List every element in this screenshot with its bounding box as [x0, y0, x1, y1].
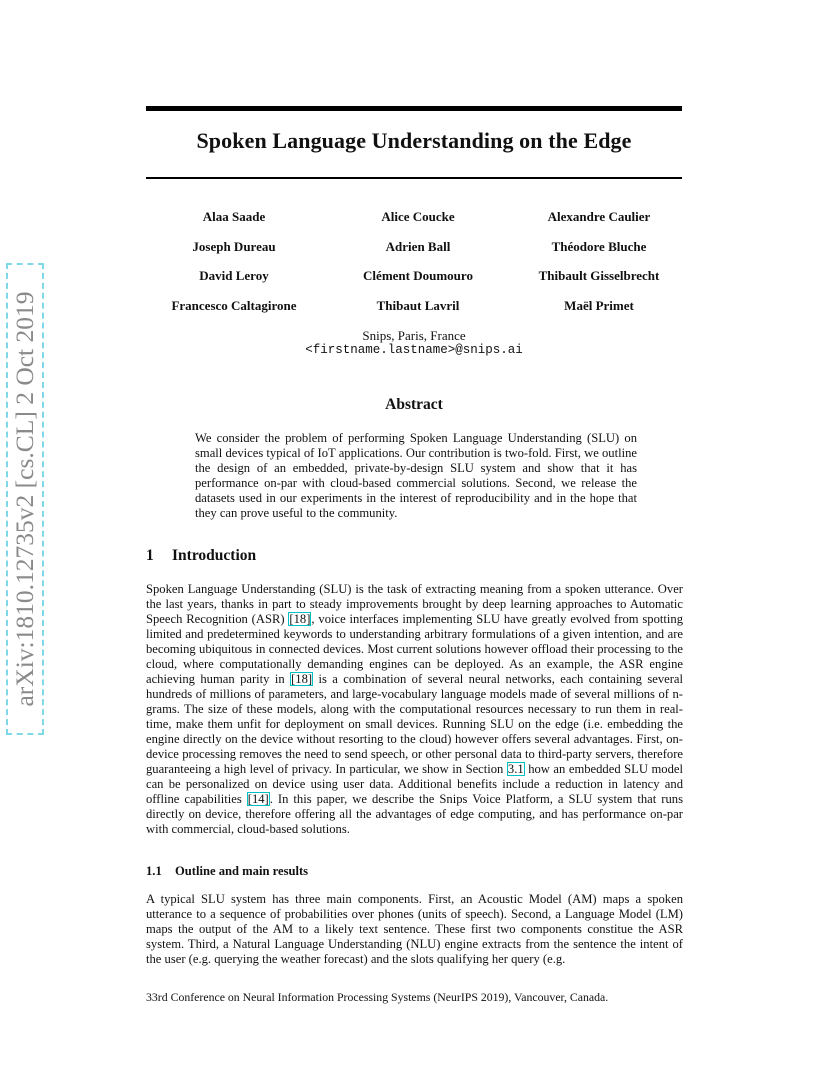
section-title: Introduction: [172, 547, 257, 564]
affiliation-location: Snips, Paris, France: [362, 328, 466, 343]
arxiv-sidebar[interactable]: [6, 263, 44, 735]
text-run: Spoken Language Understanding (SLU) is the task of extracting meaning from a spoken utterance. Over the last years, thanks in part to steady improvements brought by deep learning approaches to Automatic Speech Recognition (ASR): [146, 582, 683, 626]
subsection-heading: [146, 864, 308, 879]
citation-link[interactable]: [18]: [291, 672, 313, 686]
author-name: Clément Doumouro: [363, 268, 473, 283]
author-name: David Leroy: [199, 268, 269, 283]
text-run: . In this paper, we describe the Snips Voice Platform, a SLU system that runs directly on device, therefore offering all the advantages of edge computing, and has performance on-par with commercial, cloud-based solutions.: [146, 792, 683, 836]
section-ref-link[interactable]: 3.1: [507, 762, 524, 776]
text-run: how an embedded SLU model can be personalized on device using user data. Additional benefits include a reduction in latency and offline capabilities: [146, 762, 683, 806]
subsection-title: Outline and main results: [175, 864, 309, 878]
author-name: Adrien Ball: [385, 239, 451, 254]
author-name: Alaa Saade: [202, 209, 266, 224]
title-rule-top: [146, 106, 682, 111]
author-name: Alexandre Caulier: [547, 209, 651, 224]
abstract-heading: Abstract: [385, 396, 443, 413]
section-number: 1: [146, 547, 154, 564]
citation-link[interactable]: [18]: [289, 612, 311, 626]
subsection-number: 1.1: [146, 864, 162, 878]
text-run: , voice interfaces implementing SLU have greatly evolved from spotting limited and predetermined keywords to understanding arbitrary formulations of a given intention, and are becoming ubiquitous in connected devices. Most current solutions however offload their processing to the cloud, where computationally demanding engines can be deployed. As an example, the ASR engine achieving human parity in: [146, 612, 683, 686]
text-run: is a combination of several neural networks, each containing several hundreds of millions of parameters, and large-vocabulary language models made of several millions of n-grams. The size of these models, along with the computational resources necessary to run them in real-time, make them unfit for deployment on small devices. Running SLU on the edge (i.e. embedding the engine directly on the device without resorting to the cloud) however offers several advantages. First, on-device processing removes the need to send speech, or other personal data to third-party servers, therefore guaranteeing a high level of privacy. In particular, we show in Section: [146, 672, 683, 776]
outline-paragraph: A typical SLU system has three main components. First, an Acoustic Model (AM) maps a spoken utterance to a sequence of probabilities over phones (units of speech). Second, a Language Model (LM) maps the output of the AM to a likely text sentence. These first two components constitue the ASR system. Third, a Natural Language Understanding (NLU) engine extracts from the sentence the intent of the user (e.g. querying the weather forecast) and the slots qualifying her query (e.g.: [146, 892, 683, 966]
author-name: Thibault Gisselbrecht: [538, 268, 660, 283]
author-name: Maël Primet: [564, 298, 634, 313]
introduction-paragraph: [146, 582, 683, 837]
author-name: Théodore Bluche: [551, 239, 647, 254]
author-name: Alice Coucke: [381, 209, 455, 224]
paper-title: Spoken Language Understanding on the Edge: [196, 128, 632, 153]
affiliation-email: <firstname.lastname>@snips.ai: [305, 343, 523, 357]
conference-footer: 33rd Conference on Neural Information Processing Systems (NeurIPS 2019), Vancouver, Canada.: [146, 990, 609, 1004]
arxiv-id: arXiv:1810.12735v2 [cs.CL] 2 Oct 2019: [10, 291, 39, 707]
abstract-body: We consider the problem of performing Spoken Language Understanding (SLU) on small devices typical of IoT applications. Our contribution is two-fold. First, we outline the design of an embedded, private-by-design SLU system and show that it has performance on-par with cloud-based commercial solutions. Second, we release the datasets used in our experiments in the interest of reproducibility and in the hope that they can prove useful to the community.: [195, 431, 637, 520]
author-name: Francesco Caltagirone: [171, 298, 297, 313]
author-name: Thibaut Lavril: [376, 298, 460, 313]
title-rule-bottom: [146, 177, 682, 179]
author-name: Joseph Dureau: [192, 239, 276, 254]
section-heading: [146, 547, 256, 565]
citation-link[interactable]: [14]: [247, 792, 269, 806]
